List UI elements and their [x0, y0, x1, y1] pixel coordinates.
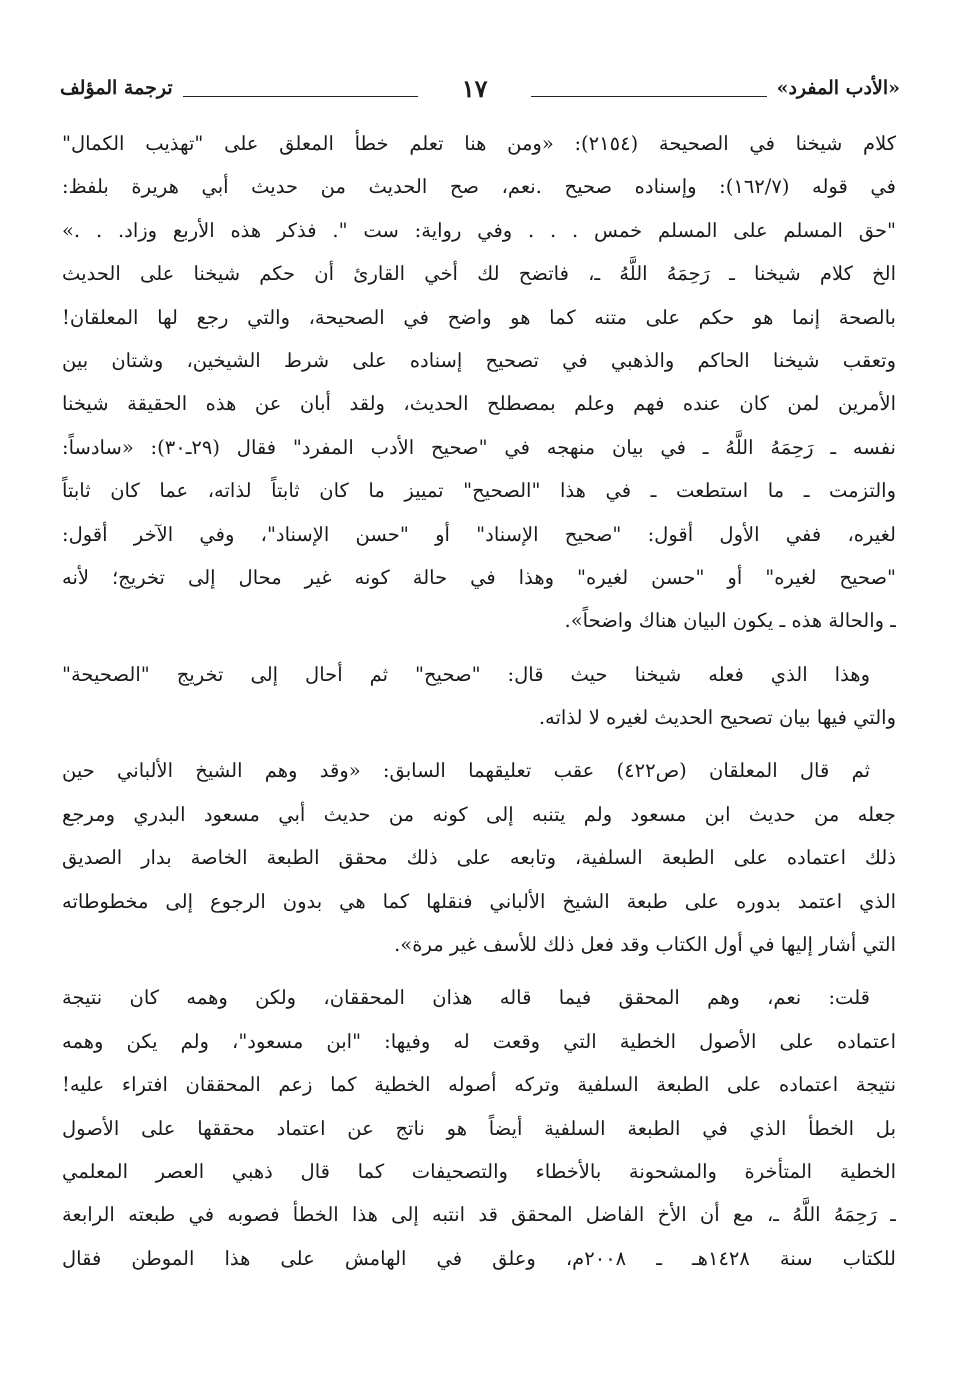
text-line: نفسه ـ رَحِمَهُ اللَّهُ ـ في بيان منهجه في "صحيح الأدب المفرد" فقال (٢٩ـ٣٠): «سادساً: [62, 435, 896, 459]
text-line: في قوله (١٦٢/٧): وإسناده صحيح .نعم، صح الحديث من حديث أبي هريرة بلفظ: [62, 175, 896, 199]
text-line: وتعقب شيخنا الحاكم والذهبي في تصحيح إسناده على شرط الشيخين، وشتان بين [62, 348, 896, 372]
text-line: "صحيح لغيره" أو "حسن لغيره" وهذا في حالة كونه غير محال إلى تخريج؛ لأنه [62, 565, 896, 589]
text-line: ـ رَحِمَهُ اللَّهُ ـ، مع أن الأخ الفاضل المحقق قد انتبه إلى هذا الخطأ فصوبه في طبعته الرابعة [62, 1203, 896, 1227]
text-line: الذي اعتمد بدوره على طبعة الشيخ الألباني فنقلها كما هي بدون الرجوع إلى مخطوطاته [62, 889, 896, 913]
text-line: للكتاب سنة ١٤٢٨هـ ـ ٢٠٠٨م، وعلق في الهامش على هذا الموطن فقال [62, 1246, 896, 1270]
text-line: الأمرين لمن كان عنده فهم وعلم بمصطلح الحديث، ولقد أبان عن هذه الحقيقة شيخنا [62, 392, 896, 416]
header-rule-left [183, 96, 418, 97]
page-number: ١٧ [461, 73, 488, 103]
paragraph-3 [62, 749, 896, 966]
paragraph-1 [62, 122, 896, 643]
text-line: ذلك اعتماده على الطبعة السلفية، وتابعه على ذلك محقق الطبعة الخاصة بدار الصديق [62, 846, 896, 870]
paragraph-2 [62, 653, 896, 740]
text-line: ثم قال المعلقان (ص٤٢٢) عقب تعليقهما السابق: «وقد وهم الشيخ الألباني حين [62, 759, 870, 783]
text-line: التي أشار إليها في أول الكتاب وقد فعل ذلك للأسف غير مرة». [394, 933, 896, 957]
page-header [60, 68, 900, 108]
text-line: اعتماده على الأصول الخطية التي وقعت له وفيها: "ابن مسعود"، ولم يكن وهمه [62, 1029, 896, 1053]
text-line: كلام شيخنا في الصحيحة (٢١٥٤): «ومن هنا تعلم خطأ المعلق على "تهذيب الكمال" [62, 132, 896, 155]
text-line: لغيره، ففي الأول أقول: "صحيح الإسناد" أو "حسن الإسناد"، وفي الآخر أقول: [62, 522, 896, 546]
text-line: قلت: نعم، وهم المحقق فيما قاله هذان المحققان، ولكن وهمه كان نتيجة [62, 986, 870, 1010]
text-line: "حق المسلم على المسلم خمس . . . وفي رواية: ست ". فذكر هذه الأربع وزاد. . .» [62, 218, 896, 242]
text-line: بالصحة إنما هو حكم على متنه كما هو واضح في الصحيحة، والتي رجع لها المعلقان! [62, 305, 896, 329]
text-line: والتي فيها بيان تصحيح الحديث لغيره لا لذاته. [538, 706, 896, 730]
text-line: والتزمت ـ ما استطعت ـ في هذا "الصحيح" تمييز ما كان ثابتاً لذاته، عما كان ثابتاً [62, 479, 896, 503]
book-title: «الأدب المفرد» [776, 77, 900, 99]
paragraph-4 [62, 976, 896, 1280]
text-line: ـ والحالة هذه ـ يكون البيان هناك واضحاً». [564, 609, 896, 633]
text-line: الخ كلام شيخنا ـ رَحِمَهُ اللَّهُ ـ، فاتضح لك أخي القارئ أن حكم شيخنا على الحديث [62, 262, 896, 286]
text-line: جعله من حديث ابن مسعود ولم يتنبه إلى كونه من حديث أبي مسعود البدري ومرجع [62, 802, 896, 826]
text-line: الخطية المتأخرة والمشحونة بالأخطاء والتصحيفات كما قال ذهبي العصر المعلمي [62, 1159, 896, 1183]
text-line: بل الخطأ الذي في الطبعة السلفية أيضاً هو ناتج عن اعتماد محققها على الأصول [62, 1116, 896, 1140]
header-rule-right [531, 96, 766, 97]
body-text [62, 122, 896, 1290]
section-title: ترجمة المؤلف [59, 77, 173, 99]
text-line: وهذا الذي فعله شيخنا حيث قال: "صحيح" ثم أحال إلى تخريج "الصحيحة" [62, 662, 870, 686]
text-line: نتيجة اعتماده على الطبعة السلفية وتركه أصوله الخطية كما زعم المحققان افتراء عليه! [62, 1073, 896, 1097]
